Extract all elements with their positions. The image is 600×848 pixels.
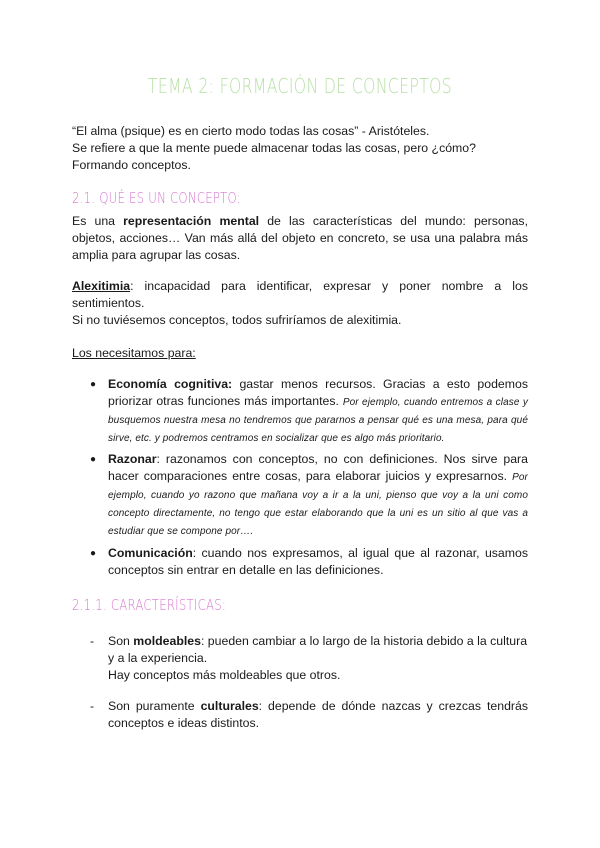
alexitimia-note: Si no tuviésemos conceptos, todos sufriríamos de alexitimia. bbox=[72, 313, 402, 327]
list-item bbox=[108, 545, 528, 579]
list-item bbox=[108, 376, 528, 447]
example-text: Por ejemplo, cuando yo razono que mañana voy a ir a la uni, pienso que voy a la uni como concepto directamente, no tengo que estar elaborando que la uni es un sitio al que vas a estudiar que se compone por…. bbox=[108, 472, 528, 537]
bold-term: Alexitimia bbox=[72, 279, 131, 293]
bold-term: representación mental bbox=[123, 214, 260, 228]
bold-term: Comunicación bbox=[108, 546, 193, 560]
dash-icon: - bbox=[90, 699, 95, 713]
text-run: : depende de dónde nazcas y crezcas tendrás conceptos e ideas distintos. bbox=[108, 699, 528, 730]
bold-term: moldeables bbox=[133, 634, 201, 648]
subheading: Los necesitamos para: bbox=[72, 346, 196, 360]
intro-block bbox=[72, 123, 528, 174]
section-heading: 2.1. QUÉ ES UN CONCEPTO: bbox=[72, 189, 241, 207]
list-item bbox=[108, 698, 528, 732]
intro-line: Formando conceptos. bbox=[72, 158, 191, 172]
definition-paragraph bbox=[72, 213, 528, 264]
text-run: Es una bbox=[72, 214, 124, 228]
intro-quote: “El alma (psique) es en cierto modo todas las cosas” - Aristóteles. bbox=[72, 124, 430, 138]
bullet-icon: ● bbox=[90, 454, 97, 465]
list-item bbox=[108, 633, 528, 684]
text-run: : cuando nos expresamos, al igual que al razonar, usamos conceptos sin entrar en detalle en las definiciones. bbox=[108, 546, 528, 577]
text-run: : pueden cambiar a lo largo de la historia debido a la cultura y a la experiencia. bbox=[108, 634, 528, 665]
intro-line: Se refiere a que la mente puede almacenar todas las cosas, pero ¿cómo? bbox=[72, 141, 476, 155]
bold-term: Economía cognitiva: bbox=[108, 377, 233, 391]
text-run: gastar menos recursos. Gracias a esto podemos priorizar otras funciones más importantes. bbox=[108, 377, 528, 408]
dash-icon: - bbox=[90, 634, 95, 648]
bullet-icon: ● bbox=[90, 548, 97, 559]
text-run: Son bbox=[108, 634, 134, 648]
text-run: : incapacidad para identificar, expresar y poner nombre a los sentimientos. bbox=[72, 279, 528, 310]
text-run: : razonamos con conceptos, no con definiciones. Nos sirve para hacer comparaciones entre cosas, para elaborar juicios y expresarnos. bbox=[108, 452, 528, 483]
example-text: Por ejemplo, cuando entremos a clase y busquemos nuestra mesa no tendremos que pararnos a pensar qué es una mesa, para qué sirve, etc. y podremos centramos en socializar que es algo más prioritario. bbox=[108, 397, 528, 444]
text-run: Son puramente bbox=[108, 699, 201, 713]
bullet-icon: ● bbox=[90, 379, 97, 390]
alexitimia-paragraph bbox=[72, 278, 528, 312]
text-run: Hay conceptos más moldeables que otros. bbox=[108, 668, 341, 682]
text-run: de las características del mundo: personas, objetos, acciones… Van más allá del objeto en concreto, se usa una palabra más amplia para agrupar las cosas. bbox=[72, 214, 528, 262]
bold-term: culturales bbox=[200, 699, 259, 713]
section-heading: 2.1.1. CARACTERÍSTICAS: bbox=[72, 596, 227, 614]
list-item bbox=[108, 451, 528, 540]
page-title: TEMA 2: FORMACIÓN DE CONCEPTOS bbox=[147, 74, 453, 98]
bold-term: Razonar bbox=[108, 452, 157, 466]
